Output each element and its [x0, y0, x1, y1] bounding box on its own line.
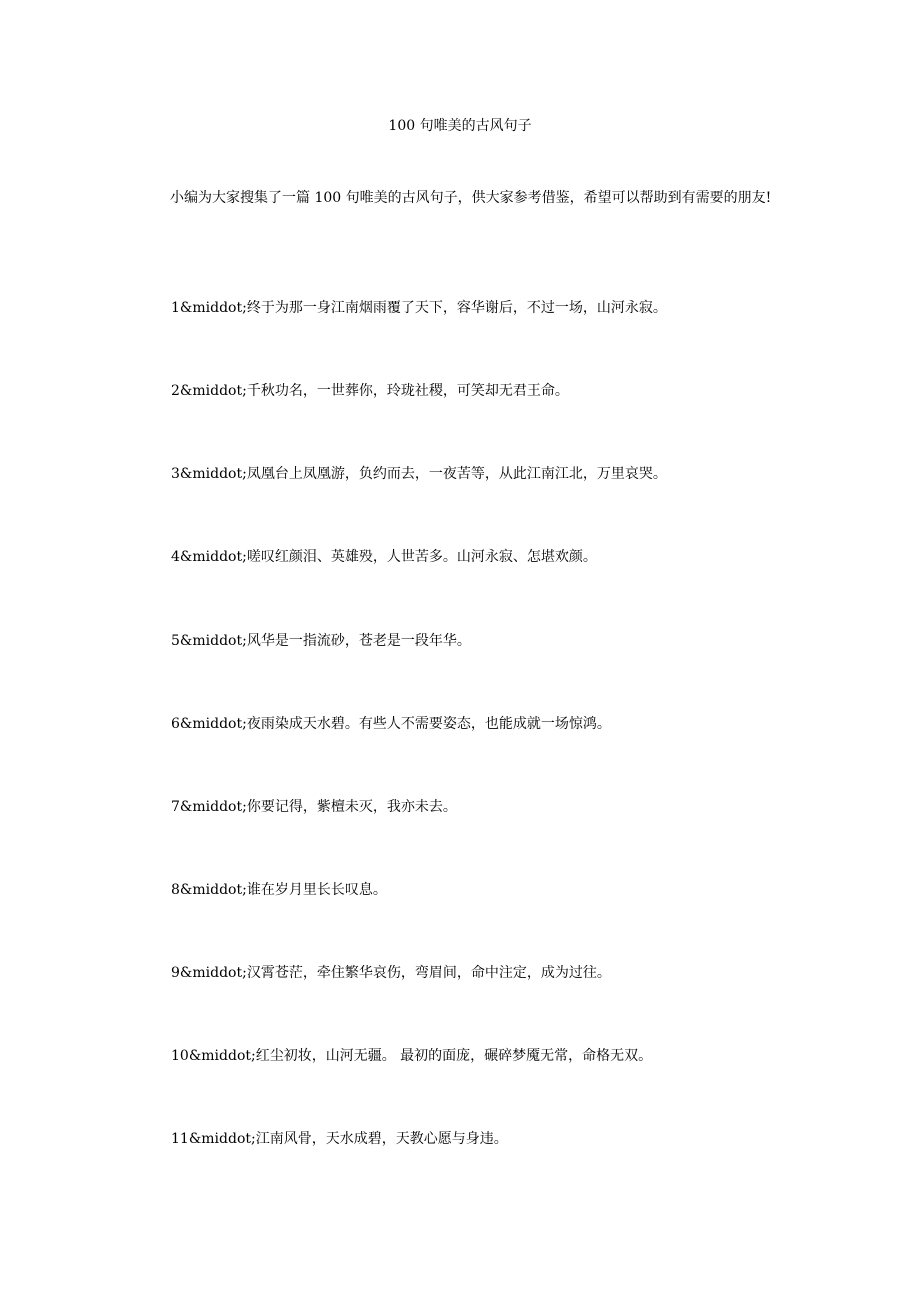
sentence-item: 5&middot;风华是一指流砂，苍老是一段年华。	[171, 633, 471, 649]
sentence-item: 2&middot;千秋功名，一世葬你，玲珑社稷，可笑却无君王命。	[171, 383, 569, 399]
sentence-item: 9&middot;汉霄苍茫，牵住繁华哀伤，弯眉间，命中注定，成为过往。	[171, 965, 611, 981]
sentence-item: 6&middot;夜雨染成天水碧。有些人不需要姿态，也能成就一场惊鸿。	[171, 716, 611, 732]
sentence-item: 11&middot;江南风骨，天水成碧，天教心愿与身违。	[171, 1131, 508, 1147]
sentence-item: 8&middot;谁在岁月里长长叹息。	[171, 882, 387, 898]
sentence-item: 4&middot;嗟叹红颜泪、英雄殁，人世苦多。山河永寂、怎堪欢颜。	[171, 549, 597, 565]
sentence-item: 3&middot;凤凰台上凤凰游，负约而去，一夜苦等，从此江南江北，万里哀哭。	[171, 466, 667, 482]
sentence-item: 10&middot;红尘初妆，山河无疆。 最初的面庞，碾碎梦魇无常，命格无双。	[171, 1048, 653, 1064]
sentence-item: 7&middot;你要记得，紫檀未灭，我亦未去。	[171, 799, 457, 815]
document-title: 100 句唯美的古风句子	[388, 118, 532, 134]
intro-paragraph: 小编为大家搜集了一篇 100 句唯美的古风句子，供大家参考借鉴，希望可以帮助到有需要的朋友!	[170, 190, 772, 206]
sentence-item: 1&middot;终于为那一身江南烟雨覆了天下，容华谢后，不过一场，山河永寂。	[171, 300, 667, 316]
